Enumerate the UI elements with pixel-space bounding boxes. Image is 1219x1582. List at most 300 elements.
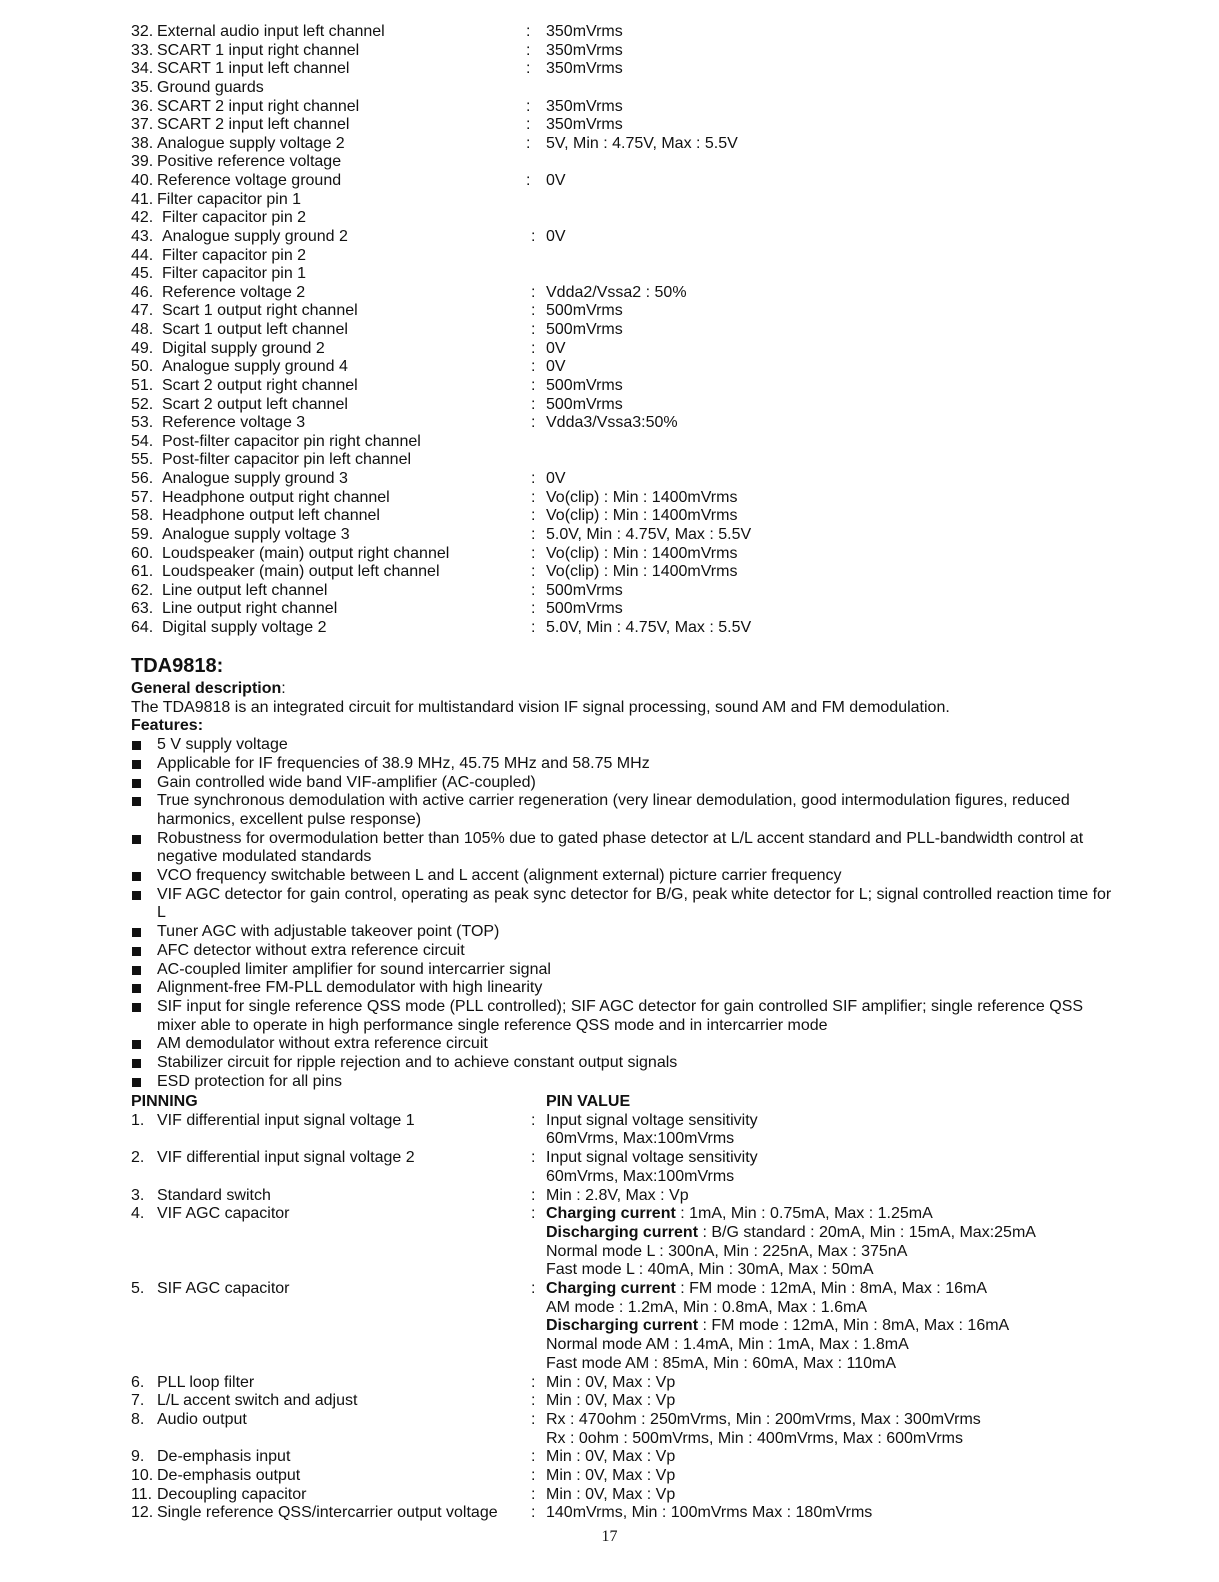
pin-number: 53. [131, 414, 154, 432]
pin-number: 36. [131, 97, 154, 115]
pin-label: Scart 1 output right channel [162, 302, 358, 320]
feature-item [131, 774, 1121, 793]
pin-number: 4. [131, 1205, 145, 1223]
pinning-row [131, 1448, 1121, 1467]
pin-colon: : [526, 60, 531, 78]
pin-value-text: 60mVrms, Max:100mVrms [546, 1167, 735, 1185]
pin-value: 350mVrms [546, 23, 623, 40]
pin-number: 37. [131, 116, 154, 134]
pin-value-line [546, 1130, 1121, 1149]
pin-number: 42. [131, 209, 154, 227]
pin-row [131, 172, 1131, 191]
pin-number: 10. [131, 1467, 154, 1485]
pin-number: 11. [131, 1485, 153, 1503]
square-bullet-icon [132, 928, 141, 937]
feature-item [131, 736, 1121, 755]
pin-row [131, 116, 1131, 135]
pin-value: 0V [546, 470, 566, 487]
feature-text: 5 V supply voltage [157, 736, 288, 754]
pin-number: 9. [131, 1448, 145, 1466]
pin-label: Post-filter capacitor pin left channel [162, 451, 412, 469]
pin-label: Digital supply ground 2 [162, 339, 325, 357]
pin-row [131, 265, 1131, 284]
pinning-row [131, 1149, 1121, 1186]
pin-label: External audio input left channel [157, 23, 385, 40]
pin-value-line [546, 1224, 1121, 1243]
pin-value-emphasis: Discharging current [546, 1317, 699, 1335]
pin-colon: : [531, 358, 536, 376]
pin-number: 33. [131, 41, 154, 59]
feature-text: Stabilizer circuit for ripple rejection and to achieve constant output signals [157, 1054, 678, 1072]
pin-number: 3. [131, 1186, 145, 1204]
pin-colon: : [531, 1205, 536, 1223]
pin-label: SIF AGC capacitor [157, 1280, 290, 1298]
general-description-heading [131, 680, 1121, 699]
pin-label: SCART 2 input left channel [157, 116, 350, 134]
pinning-header [131, 1093, 1121, 1112]
pin-label: SCART 2 input right channel [157, 97, 360, 115]
feature-item [131, 867, 1121, 886]
pin-number: 45. [131, 265, 154, 283]
pin-label: Analogue supply ground 2 [162, 227, 348, 245]
pin-label: Analogue supply ground 4 [162, 358, 348, 376]
pin-value-line [546, 1261, 1121, 1280]
pin-number: 34. [131, 60, 154, 78]
pin-value-text: Min : 0V, Max : Vp [546, 1392, 676, 1410]
pin-number: 47. [131, 302, 154, 320]
pin-colon: : [526, 97, 531, 115]
pin-value-text: Rx : 0ohm : 500mVrms, Min : 400mVrms, Max : 600mVrms [546, 1429, 963, 1447]
feature-text: AM demodulator without extra reference circuit [157, 1035, 488, 1053]
pin-value: Vo(clip) : Min : 1400mVrms [546, 488, 738, 506]
pin-label: Scart 2 output right channel [162, 376, 358, 394]
general-description-label: General description [131, 680, 282, 697]
pin-row [131, 396, 1131, 415]
square-bullet-icon [132, 872, 141, 881]
pin-value: 500mVrms [546, 395, 623, 413]
feature-item [131, 942, 1121, 961]
pin-row [131, 619, 1131, 638]
pin-value-line [546, 1392, 1121, 1411]
pin-value: Vo(clip) : Min : 1400mVrms [546, 544, 738, 562]
pin-colon: : [531, 1467, 536, 1485]
pin-value-text: : FM mode : 12mA, Min : 8mA, Max : 16mA [698, 1317, 1010, 1335]
feature-item [131, 755, 1121, 774]
square-bullet-icon [132, 835, 141, 844]
pin-label: Decoupling capacitor [157, 1485, 307, 1503]
pin-colon: : [531, 563, 536, 581]
pin-value: 500mVrms [546, 376, 623, 394]
pin-number: 61. [131, 563, 154, 581]
pin-value-line [546, 1336, 1121, 1355]
pinning-heading: PINNING [131, 1093, 198, 1110]
pin-value-line [546, 1168, 1121, 1187]
pin-value: 0V [546, 358, 566, 376]
pin-colon: : [531, 376, 536, 394]
pin-colon: : [531, 507, 536, 525]
pin-label: Line output left channel [162, 581, 328, 599]
pin-value: Vo(clip) : Min : 1400mVrms [546, 563, 738, 581]
pin-value-text: Min : 0V, Max : Vp [546, 1485, 676, 1503]
pin-label: Positive reference voltage [157, 153, 342, 171]
pin-value-text: Min : 0V, Max : Vp [546, 1467, 676, 1485]
square-bullet-icon [132, 760, 141, 769]
pin-value-line [546, 1205, 1121, 1224]
pinning-row [131, 1504, 1121, 1523]
pin-label: Single reference QSS/intercarrier output voltage [157, 1504, 498, 1522]
pin-label: Scart 1 output left channel [162, 321, 348, 338]
pin-colon: : [531, 525, 536, 543]
pin-label: Loudspeaker (main) output right channel [162, 544, 450, 562]
pin-label: Analogue supply voltage 2 [157, 134, 345, 152]
pin-label: Analogue supply voltage 3 [162, 525, 350, 543]
pin-value: 500mVrms [546, 321, 623, 338]
square-bullet-icon [132, 966, 141, 975]
pin-label: Post-filter capacitor pin right channel [162, 432, 421, 450]
square-bullet-icon [132, 984, 141, 993]
pin-value: 5V, Min : 4.75V, Max : 5.5V [546, 134, 738, 152]
pin-label: Filter capacitor pin 2 [162, 246, 307, 264]
pinning-row [131, 1392, 1121, 1411]
pin-number: 1. [131, 1111, 145, 1129]
pin-value-line [546, 1149, 1121, 1168]
pin-colon: : [531, 470, 536, 487]
square-bullet-icon [132, 1003, 141, 1012]
square-bullet-icon [132, 797, 141, 806]
pin-label: Digital supply voltage 2 [162, 619, 327, 636]
pin-value-line [546, 1243, 1121, 1262]
pin-value: Vdda3/Vssa3:50% [546, 414, 678, 432]
general-description-text: The TDA9818 is an integrated circuit for multistandard vision IF signal processing, sound AM and FM demodulation. [131, 698, 950, 716]
pin-row [131, 42, 1131, 61]
pin-label: Ground guards [157, 78, 264, 96]
pin-value: 350mVrms [546, 41, 623, 59]
feature-text: VIF AGC detector for gain control, operating as peak sync detector for B/G, peak white detector for L; signal controlled reaction time for L [157, 885, 1112, 922]
square-bullet-icon [132, 891, 141, 900]
feature-item [131, 961, 1121, 980]
pin-colon: : [531, 1149, 536, 1167]
pin-value-line [546, 1317, 1121, 1336]
pin-row [131, 98, 1131, 117]
pin-number: 62. [131, 581, 154, 599]
pin-colon: : [531, 414, 536, 432]
pin-value-text: : B/G standard : 20mA, Min : 15mA, Max:25mA [698, 1223, 1036, 1241]
pinning-row [131, 1467, 1121, 1486]
pin-value-text: Input signal voltage sensitivity [546, 1149, 758, 1167]
pin-row [131, 489, 1131, 508]
pin-colon: : [531, 1392, 536, 1410]
pinning-row [131, 1112, 1121, 1149]
pinning-row [131, 1280, 1121, 1374]
pin-value-text: : 1mA, Min : 0.75mA, Max : 1.25mA [675, 1205, 933, 1223]
pin-label: De-emphasis input [157, 1448, 291, 1466]
pin-colon: : [526, 23, 531, 40]
feature-text: Robustness for overmodulation better than 105% due to gated phase detector at L/L accent standard and PLL-bandwidth control at negative modulated standards [157, 829, 1084, 866]
pin-colon: : [531, 1186, 536, 1204]
pin-value: 0V [546, 339, 566, 357]
pin-value-line [546, 1504, 1121, 1523]
pin-number: 40. [131, 172, 154, 189]
feature-text: ESD protection for all pins [157, 1072, 342, 1090]
pin-row [131, 451, 1131, 470]
pin-colon: : [526, 116, 531, 134]
pin-number: 6. [131, 1373, 145, 1391]
pin-number: 38. [131, 134, 154, 152]
pin-colon: : [531, 1448, 536, 1466]
pin-value-line [546, 1448, 1121, 1467]
pin-colon: : [526, 172, 531, 189]
pin-number: 55. [131, 451, 154, 469]
pin-value-text: Fast mode AM : 85mA, Min : 60mA, Max : 110mA [546, 1354, 897, 1372]
feature-item [131, 792, 1121, 829]
pin-number: 50. [131, 358, 154, 376]
pin-value: 350mVrms [546, 97, 623, 115]
pin-value: 350mVrms [546, 60, 623, 78]
pin-label: Filter capacitor pin 1 [162, 265, 307, 283]
pin-value: 500mVrms [546, 302, 623, 320]
square-bullet-icon [132, 1059, 141, 1068]
pin-value: 0V [546, 227, 566, 245]
feature-item [131, 998, 1121, 1035]
pin-value-heading: PIN VALUE [546, 1093, 631, 1110]
pin-colon: : [531, 1373, 536, 1391]
pin-colon: : [531, 619, 536, 636]
pin-label: De-emphasis output [157, 1467, 301, 1485]
pin-row [131, 228, 1131, 247]
pin-label: Filter capacitor pin 1 [157, 190, 302, 208]
pin-label: Headphone output left channel [162, 507, 380, 525]
pin-value-line [546, 1299, 1121, 1318]
square-bullet-icon [132, 947, 141, 956]
pin-colon: : [526, 134, 531, 152]
pin-row [131, 582, 1131, 601]
pin-value-emphasis: Charging current [546, 1280, 676, 1298]
pin-label: PLL loop filter [157, 1373, 255, 1391]
pin-value-text: Normal mode L : 300nA, Min : 225nA, Max : 375nA [546, 1242, 908, 1260]
pin-label: Reference voltage 3 [162, 414, 306, 432]
pin-value-line [546, 1486, 1121, 1505]
pin-number: 52. [131, 395, 154, 413]
pin-value-text: AM mode : 1.2mA, Min : 0.8mA, Max : 1.6mA [546, 1298, 867, 1316]
tda9818-section [131, 654, 1121, 1091]
pin-label: SCART 1 input right channel [157, 41, 360, 59]
feature-item [131, 830, 1121, 867]
pin-value-line [546, 1374, 1121, 1393]
pin-label: Reference voltage 2 [162, 283, 306, 301]
pin-row [131, 507, 1131, 526]
feature-item [131, 923, 1121, 942]
pin-number: 2. [131, 1149, 145, 1167]
pin-label: Reference voltage ground [157, 172, 342, 189]
pin-colon: : [531, 321, 536, 338]
pin-value-emphasis: Discharging current [546, 1223, 699, 1241]
pin-row [131, 433, 1131, 452]
pin-value-text: Input signal voltage sensitivity [546, 1111, 758, 1129]
pin-number: 58. [131, 507, 154, 525]
pin-number: 46. [131, 283, 154, 301]
pin-colon: : [531, 488, 536, 506]
pin-number: 32. [131, 23, 154, 40]
feature-text: VCO frequency switchable between L and L accent (alignment external) picture carrier frequency [157, 867, 842, 885]
pin-value: 350mVrms [546, 116, 623, 134]
pin-value-emphasis: Charging current [546, 1205, 676, 1223]
pin-value-text: Rx : 470ohm : 250mVrms, Min : 200mVrms, Max : 300mVrms [546, 1410, 981, 1428]
pin-colon: : [531, 1111, 536, 1129]
pin-value-line [546, 1355, 1121, 1374]
pin-number: 60. [131, 544, 154, 562]
pinning-row [131, 1374, 1121, 1393]
pin-row [131, 545, 1131, 564]
pin-value-line [546, 1187, 1121, 1206]
pin-number: 54. [131, 432, 154, 450]
pin-label: VIF differential input signal voltage 1 [157, 1111, 415, 1129]
pin-value-text: Fast mode L : 40mA, Min : 30mA, Max : 50mA [546, 1261, 874, 1279]
pin-value-text: 140mVrms, Min : 100mVrms Max : 180mVrms [546, 1504, 873, 1522]
feature-item [131, 1035, 1121, 1054]
pin-value-text: Min : 0V, Max : Vp [546, 1373, 676, 1391]
feature-text: Gain controlled wide band VIF-amplifier (AC-coupled) [157, 773, 536, 791]
pin-number: 8. [131, 1410, 145, 1428]
pin-label: Loudspeaker (main) output left channel [162, 563, 440, 581]
pin-colon: : [531, 283, 536, 301]
pin-number: 43. [131, 227, 154, 245]
pin-value-text: 60mVrms, Max:100mVrms [546, 1130, 735, 1148]
square-bullet-icon [132, 1078, 141, 1087]
pin-label: Headphone output right channel [162, 488, 390, 506]
pin-value: 0V [546, 172, 566, 189]
pin-number: 59. [131, 525, 154, 543]
pin-value: Vdda2/Vssa2 : 50% [546, 283, 687, 301]
pin-number: 35. [131, 78, 154, 96]
square-bullet-icon [132, 779, 141, 788]
pin-value-line [546, 1411, 1121, 1430]
pin-row [131, 191, 1131, 210]
pin-row [131, 284, 1131, 303]
pin-number: 7. [131, 1392, 145, 1410]
pin-number: 51. [131, 376, 154, 394]
pinning-row [131, 1486, 1121, 1505]
pin-value: 5.0V, Min : 4.75V, Max : 5.5V [546, 525, 752, 543]
pin-row [131, 60, 1131, 79]
pin-row [131, 247, 1131, 266]
pin-value: Vo(clip) : Min : 1400mVrms [546, 507, 738, 525]
pin-number: 12. [131, 1504, 154, 1522]
pin-number: 44. [131, 246, 154, 264]
pin-value: 5.0V, Min : 4.75V, Max : 5.5V [546, 619, 752, 636]
features-list [131, 736, 1121, 1091]
feature-text: AC-coupled limiter amplifier for sound intercarrier signal [157, 960, 551, 978]
pin-value: 500mVrms [546, 581, 623, 599]
pin-colon: : [531, 544, 536, 562]
pin-row [131, 209, 1131, 228]
pin-colon: : [531, 1280, 536, 1298]
feature-item [131, 1073, 1121, 1092]
feature-item [131, 979, 1121, 998]
pin-row [131, 321, 1131, 340]
feature-item [131, 886, 1121, 923]
pin-value-text: Min : 0V, Max : Vp [546, 1448, 676, 1466]
pin-row [131, 600, 1131, 619]
square-bullet-icon [132, 1040, 141, 1049]
pin-value: 500mVrms [546, 600, 623, 618]
pin-colon: : [531, 302, 536, 320]
section-title: TDA9818: [131, 655, 224, 677]
pin-colon: : [531, 1485, 536, 1503]
pin-value-line [546, 1430, 1121, 1449]
pin-colon: : [531, 395, 536, 413]
pin-value-text: Normal mode AM : 1.4mA, Min : 1mA, Max : 1.8mA [546, 1336, 909, 1354]
feature-item [131, 1054, 1121, 1073]
features-heading: Features: [131, 717, 204, 735]
pin-colon: : [531, 227, 536, 245]
pin-row [131, 526, 1131, 545]
pin-colon: : [526, 41, 531, 59]
square-bullet-icon [132, 741, 141, 750]
feature-text: Alignment-free FM-PLL demodulator with high linearity [157, 979, 543, 997]
pin-label: SCART 1 input left channel [157, 60, 350, 78]
pin-label: Analogue supply ground 3 [162, 470, 348, 487]
pin-colon: : [531, 1410, 536, 1428]
pin-label: Audio output [157, 1410, 247, 1428]
pin-row [131, 377, 1131, 396]
pin-colon: : [531, 581, 536, 599]
pin-row [131, 23, 1131, 42]
pin-label: L/L accent switch and adjust [157, 1392, 358, 1410]
pin-number: 41. [131, 190, 154, 208]
pinning-row [131, 1411, 1121, 1448]
feature-text: Applicable for IF frequencies of 38.9 MHz, 45.75 MHz and 58.75 MHz [157, 754, 650, 772]
pin-row [131, 135, 1131, 154]
pin-value-text: Min : 2.8V, Max : Vp [546, 1186, 689, 1204]
pin-row [131, 79, 1131, 98]
feature-text: AFC detector without extra reference circuit [157, 941, 465, 959]
pin-row [131, 470, 1131, 489]
pinning-table [131, 1093, 1121, 1523]
pin-row [131, 358, 1131, 377]
pin-number: 5. [131, 1280, 145, 1298]
pin-label: Scart 2 output left channel [162, 395, 348, 413]
pin-list-32-64 [131, 23, 1131, 638]
pin-number: 63. [131, 600, 154, 618]
pin-row [131, 340, 1131, 359]
feature-text: Tuner AGC with adjustable takeover point (TOP) [157, 923, 500, 941]
pin-value-line [546, 1112, 1121, 1131]
general-description-colon: : [281, 680, 286, 697]
pinning-row [131, 1187, 1121, 1206]
pinning-row [131, 1205, 1121, 1280]
pin-row [131, 414, 1131, 433]
pin-colon: : [531, 600, 536, 618]
pin-value-line [546, 1280, 1121, 1299]
pin-row [131, 302, 1131, 321]
pin-number: 39. [131, 153, 154, 171]
page-number: 17 [601, 1528, 618, 1545]
pin-number: 56. [131, 470, 154, 487]
pin-label: Filter capacitor pin 2 [162, 209, 307, 227]
pin-row [131, 153, 1131, 172]
pin-label: Standard switch [157, 1186, 271, 1204]
pin-colon: : [531, 339, 536, 357]
pin-colon: : [531, 1504, 536, 1522]
pin-row [131, 563, 1131, 582]
pin-value-line [546, 1467, 1121, 1486]
pin-number: 57. [131, 488, 154, 506]
pin-label: Line output right channel [162, 600, 338, 618]
pin-label: VIF AGC capacitor [157, 1205, 290, 1223]
pin-number: 49. [131, 339, 154, 357]
pin-label: VIF differential input signal voltage 2 [157, 1149, 415, 1167]
pin-number: 48. [131, 321, 154, 338]
